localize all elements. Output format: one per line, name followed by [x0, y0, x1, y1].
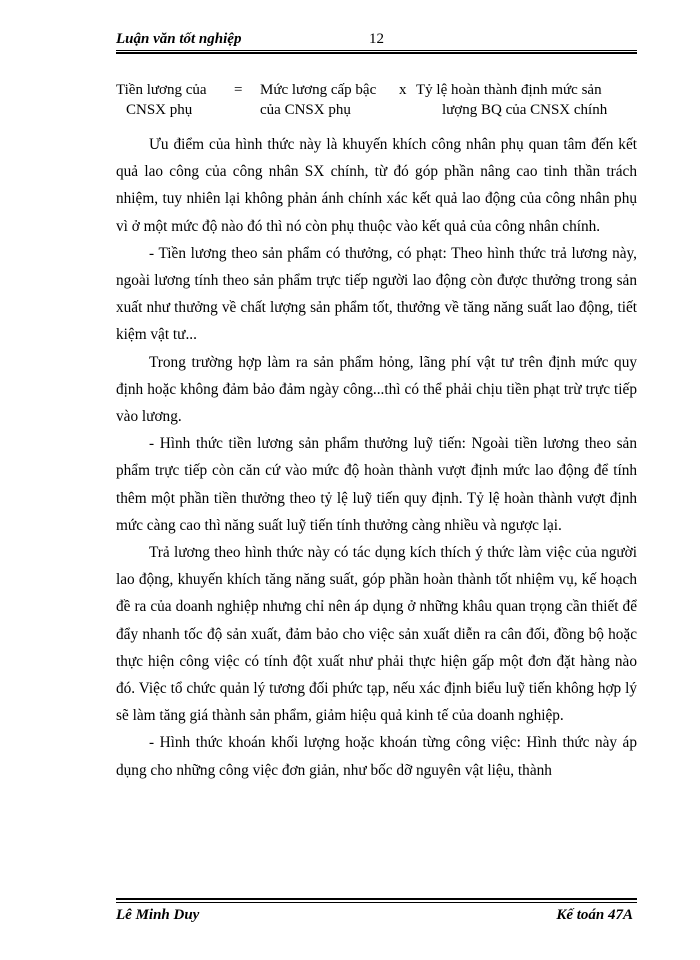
formula-left-line1: Tiền lương của	[116, 82, 207, 98]
paragraph-volume-contract: - Hình thức khoán khối lượng hoặc khoán từng công việc: Hình thức này áp dụng cho những công việc đơn giản, như bốc dỡ nguyên vật liệu, thành	[116, 734, 637, 779]
footer-class: Kế toán 47A	[556, 907, 633, 923]
formula-left-line2: CNSX phụ	[126, 102, 193, 118]
formula-equals: =	[234, 82, 243, 98]
paragraph-progressive-bonus: - Hình thức tiền lương sản phẩm thưởng luỹ tiến: Ngoài tiền lương theo sản phẩm trực tiếp còn căn cứ vào mức độ hoàn thành vượt định mức lao động để tính thêm một phần tiền thưởng theo tỷ lệ luỹ tiến quy định. Tỷ lệ hoàn thành vượt định mức càng cao thì năng suất luỹ tiến tính thưởng càng nhiều và ngược lại.	[116, 435, 637, 534]
paragraph-progressive-effects: Trả lương theo hình thức này có tác dụng kích thích ý thức làm việc của người lao động, khuyến khích tăng năng suất, góp phần hoàn thành tốt nhiệm vụ, kế hoạch đề ra của doanh nghiệp nhưng chỉ nên áp dụng ở những khâu quan trọng cần thiết để đẩy nhanh tốc độ sản xuất, đảm bảo cho việc sản xuất diễn ra cân đối, đồng bộ hoặc thực hiện công việc có tính đột xuất như phải thực hiện gấp một đơn đặt hàng nào đó. Việc tổ chức quản lý tương đối phức tạp, nếu xác định biểu luỹ tiến không hợp lý sẽ làm tăng giá thành sản phẩm, giảm hiệu quả kinh tế của doanh nghiệp.	[116, 544, 637, 725]
formula-times: x	[399, 82, 407, 98]
header-rule-thick	[116, 52, 637, 54]
footer-author: Lê Minh Duy	[116, 907, 200, 923]
header-rule-thin	[116, 50, 637, 51]
footer-rule-thick	[116, 898, 637, 900]
paragraph-reward-penalty: - Tiền lương theo sản phẩm có thưởng, có phạt: Theo hình thức trả lương này, ngoài lương tính theo sản phẩm trực tiếp người lao động còn được thưởng trong sản xuất như thưởng về chất lượng sản phẩm tốt, thưởng về tăng năng suất lao động, tiết kiệm vật tư...	[116, 244, 637, 344]
body-text	[116, 131, 637, 784]
page-number: 12	[369, 31, 384, 47]
formula-middle-term	[260, 80, 400, 120]
footer-rule-thin	[116, 902, 637, 903]
formula-right-term	[416, 80, 636, 120]
paragraph-advantages: Ưu điểm của hình thức này là khuyến khích công nhân phụ quan tâm đến kết quả lao công của công nhân SX chính, từ đó góp phần nâng cao tinh thần trách nhiệm, tuy nhiên lại không phản ánh chính xác kết quả lao động của công nhân phụ vì ở một mức độ nào đó thì nó còn phụ thuộc vào kết quả của công nhân chính.	[116, 136, 637, 235]
page-header	[116, 31, 636, 51]
page-footer	[116, 907, 637, 927]
formula-middle-line2: của CNSX phụ	[260, 102, 351, 118]
formula-middle-line1: Mức lương cấp bậc	[260, 82, 377, 98]
paragraph-defect-penalty: Trong trường hợp làm ra sản phẩm hỏng, lãng phí vật tư trên định mức quy định hoặc không đảm bảo đảm ngày công...thì có thể phải chịu tiền phạt trừ trực tiếp vào lương.	[116, 353, 637, 426]
formula-right-line2: lượng BQ của CNSX chính	[442, 102, 608, 118]
formula-right-line1: Tỷ lệ hoàn thành định mức sản	[416, 82, 602, 98]
header-title: Luận văn tốt nghiệp	[116, 31, 242, 47]
